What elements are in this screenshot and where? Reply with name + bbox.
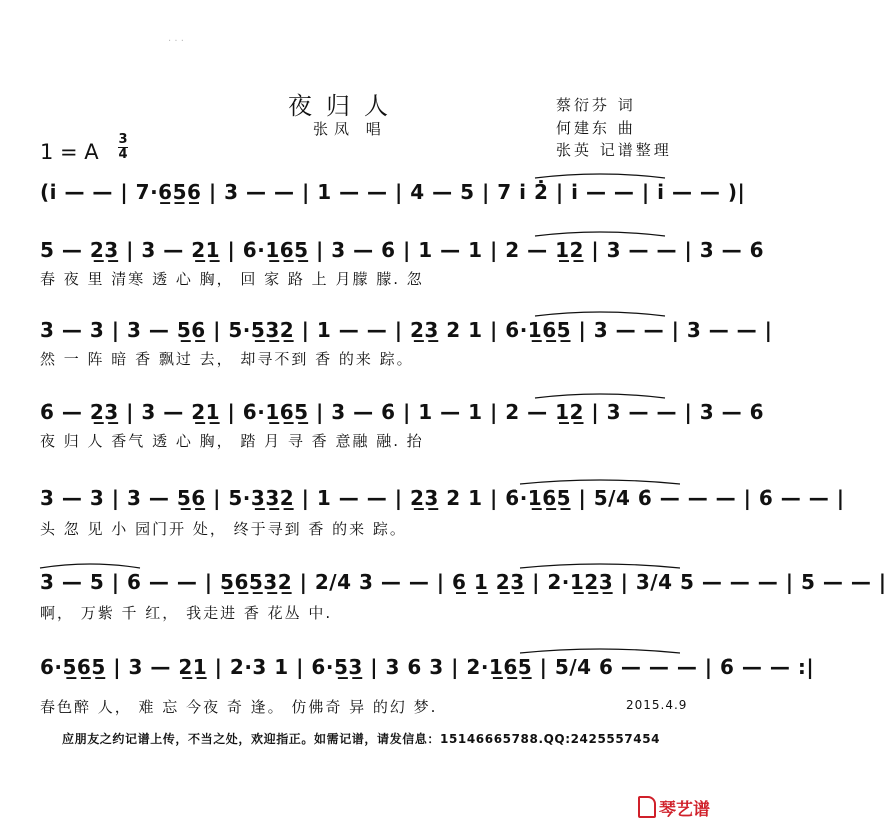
- notes-row-1: (i̇ — — | 7·6̲5̲6̲ | 3 — — | 1 — — | 4 — 5 | 7 i̇ 2̇ | i̇ — — | i̇ — — )|: [40, 180, 746, 204]
- lyric-row-4: 夜 归 人 香气 透 心 胸， 踏 月 寻 香 意融 融. 抬: [40, 432, 424, 450]
- composer: 何建东 曲: [556, 119, 636, 137]
- slur-row2: [535, 232, 665, 236]
- singer: 张凤 唱: [313, 120, 387, 138]
- key-signature: 1 = A: [40, 140, 99, 164]
- notes-row-5: 3 — 3 | 3 — 5̲6̲ | 5·3̲3̲2̲ | 1 — — | 2̲3̲ 2 1 | 6̇·1̲6̲5̲ | 5/4 6̇ — — — | 6̇ — — |: [40, 486, 845, 510]
- notes-row-4: 6̇ — 2̲3̲ | 3 — 2̲1̲ | 6̇·1̲6̲5̲ | 3 — 6̇ | 1 — 1 | 2 — 1̲2̲ | 3 — — | 3 — 6̇: [40, 400, 765, 424]
- meter-bottom: 4: [118, 147, 128, 162]
- footer-note: 应朋友之约记谱上传，不当之处，欢迎指正。如需记谱，请发信息：15146665788.QQ:2425557454: [62, 732, 661, 746]
- arranger: 张英 记谱整理: [556, 141, 672, 159]
- lyric-row-6: 啊， 万紫 千 红， 我走进 香 花丛 中.: [40, 604, 333, 622]
- slur-row3: [535, 312, 665, 316]
- notes-row-7: 6·5̲6̲5̲ | 3 — 2̲1̲ | 2·3 1 | 6̇·5̲3̲ | 3 6 3 | 2·1̲6̲5̲ | 5/4 6̇ — — — | 6̇ — — :|: [40, 655, 815, 679]
- slur-row7: [520, 649, 680, 653]
- notes-row-6: 3 — 5 | 6 — — | 5̲6̲5̲3̲2̲ | 2/4 3 — — | 6̲ 1̲ 2̲3̲ | 2·1̲2̲3̲ | 3/4 5 — — — | 5 — — |: [40, 570, 887, 594]
- lyric-row-7: 春色醉 人， 难 忘 今夜 奇 逢。 仿佛奇 异 的幻 梦.: [40, 698, 438, 716]
- lyric-row-5: 头 忽 见 小 园门开 处， 终于寻到 香 的来 踪。: [40, 520, 407, 538]
- notes-row-3: 3 — 3 | 3 — 5̲6̲ | 5·5̲3̲2̲ | 1 — — | 2̲3̲ 2 1 | 6̇·1̲6̲5̲ | 3 — — | 3 — — |: [40, 318, 773, 342]
- lyric-row-2: 春 夜 里 清寒 透 心 胸， 回 家 路 上 月朦 朦. 忽: [40, 270, 424, 288]
- slur-row5: [520, 480, 680, 484]
- scan-marks: · · ·: [168, 36, 184, 47]
- slur-row6b: [520, 564, 680, 568]
- slur-row6a: [40, 564, 140, 568]
- brand-name: 琴艺谱: [659, 800, 710, 820]
- lyric-row-3: 然 一 阵 暗 香 飘过 去， 却寻不到 香 的来 踪。: [40, 350, 414, 368]
- date: 2015.4.9: [626, 698, 688, 712]
- meter-top: 3: [118, 132, 128, 147]
- song-title: 夜归人: [288, 92, 402, 120]
- notes-row-2: 5 — 2̲3̲ | 3 — 2̲1̲ | 6̇·1̲6̲5̲ | 3 — 6̇ | 1 — 1 | 2 — 1̲2̲ | 3 — — | 3 — 6̇: [40, 238, 765, 262]
- lyricist: 蔡衍芬 词: [556, 96, 636, 114]
- slur-row4: [535, 394, 665, 398]
- slur-row1: [535, 174, 665, 178]
